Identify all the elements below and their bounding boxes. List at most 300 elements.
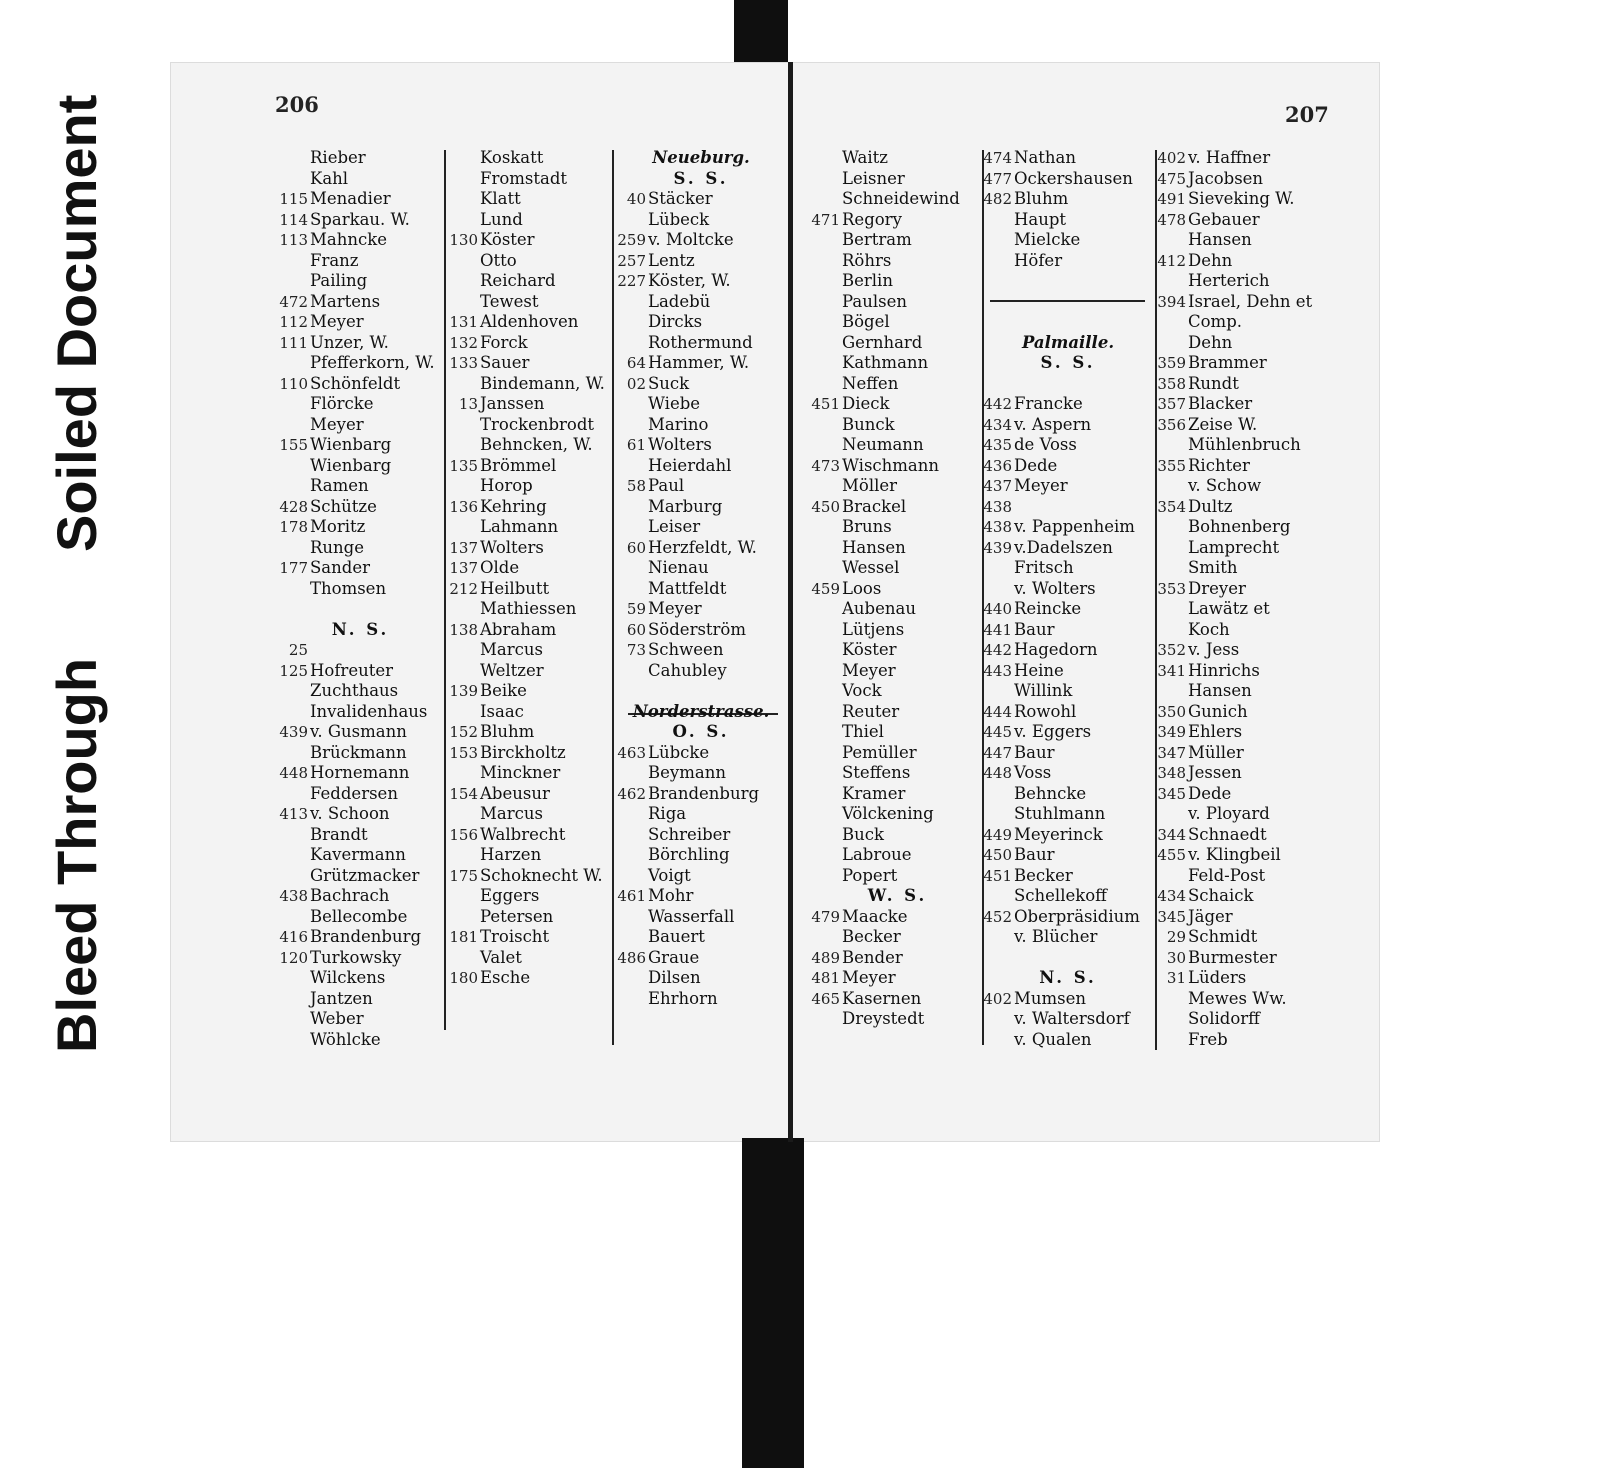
directory-entry xyxy=(982,538,1154,559)
directory-entry xyxy=(982,784,1154,805)
house-number: 357 xyxy=(1157,395,1186,413)
resident-name: Meyer xyxy=(1014,476,1068,495)
directory-entry xyxy=(616,353,786,374)
directory-entry xyxy=(810,927,985,948)
resident-name: Menadier xyxy=(310,189,391,208)
directory-entry xyxy=(1156,989,1376,1010)
directory-entry xyxy=(278,517,443,538)
directory-entry xyxy=(1156,640,1376,661)
resident-name: Leiser xyxy=(648,517,701,536)
house-number: 111 xyxy=(279,333,308,352)
resident-name: Bluhm xyxy=(480,722,535,741)
directory-entry xyxy=(616,763,786,784)
resident-name: Fromstadt xyxy=(480,168,568,188)
resident-name: Mathiessen xyxy=(480,599,577,618)
directory-entry xyxy=(810,825,985,846)
house-number: 113 xyxy=(279,231,308,249)
directory-entry xyxy=(278,558,443,579)
directory-entry xyxy=(810,415,985,436)
resident-name: Herzfeldt, W. xyxy=(648,537,757,557)
page-number-left: 206 xyxy=(275,92,319,117)
directory-entry xyxy=(1156,722,1376,743)
house-number: 352 xyxy=(1157,641,1186,659)
resident-name: Abraham xyxy=(480,619,557,639)
directory-entry xyxy=(810,866,985,887)
resident-name: Wilckens xyxy=(310,968,386,987)
resident-name: Marino xyxy=(648,414,709,434)
resident-name: Schaick xyxy=(1188,886,1254,905)
directory-entry xyxy=(1156,517,1376,538)
resident-name: Ladebü xyxy=(648,291,711,311)
house-number: 137 xyxy=(449,559,478,577)
directory-entry xyxy=(616,968,786,989)
resident-name: Baur xyxy=(1014,742,1055,762)
directory-entry xyxy=(616,948,786,969)
side-heading: S. S. xyxy=(1040,353,1096,372)
directory-entry xyxy=(278,989,443,1010)
resident-name: Köster, W. xyxy=(648,271,731,290)
directory-entry xyxy=(810,189,985,210)
house-number: 40 xyxy=(626,190,646,208)
house-number: 175 xyxy=(449,866,478,885)
resident-name: Köster xyxy=(480,230,535,249)
house-number: 112 xyxy=(279,313,308,331)
directory-entry xyxy=(278,271,443,292)
directory-entry xyxy=(448,579,613,600)
resident-name: Voigt xyxy=(648,865,691,885)
directory-entry xyxy=(616,640,786,661)
directory-entry xyxy=(278,927,443,948)
directory-entry xyxy=(278,538,443,559)
resident-name: Söderström xyxy=(648,619,747,639)
house-number: 130 xyxy=(449,231,478,249)
directory-entry xyxy=(1156,886,1376,907)
resident-name: Hofreuter xyxy=(310,660,393,680)
directory-entry xyxy=(278,825,443,846)
resident-name: Meyerinck xyxy=(1014,824,1103,844)
directory-entry xyxy=(448,845,613,866)
resident-name: Schneidewind xyxy=(842,189,960,208)
directory-entry xyxy=(982,989,1154,1010)
resident-name: Mumsen xyxy=(1014,988,1087,1008)
directory-entry xyxy=(810,907,985,928)
directory-entry xyxy=(1156,743,1376,764)
house-number: 428 xyxy=(279,497,308,516)
directory-entry xyxy=(982,579,1154,600)
house-number: 440 xyxy=(983,600,1012,618)
resident-name: Valet xyxy=(480,947,522,967)
resident-name: Wolters xyxy=(480,537,544,557)
resident-name: Lawätz et xyxy=(1188,599,1270,618)
directory-entry xyxy=(278,948,443,969)
house-number: 439 xyxy=(279,723,308,741)
directory-entry xyxy=(1156,661,1376,682)
resident-name: Lübcke xyxy=(648,742,710,762)
house-number: 412 xyxy=(1157,251,1186,270)
house-number: 474 xyxy=(983,149,1012,167)
resident-name: Dehn xyxy=(1188,332,1233,352)
house-number: 448 xyxy=(983,764,1012,782)
directory-entry xyxy=(616,394,786,415)
directory-entry xyxy=(278,599,443,620)
directory-entry xyxy=(448,866,613,887)
directory-entry xyxy=(1156,476,1376,497)
resident-name: Mühlenbruch xyxy=(1188,435,1301,454)
resident-name: Beike xyxy=(480,681,527,700)
directory-entry xyxy=(278,784,443,805)
directory-entry xyxy=(1156,374,1376,395)
house-number: 491 xyxy=(1157,190,1186,208)
house-number: 479 xyxy=(811,907,840,926)
resident-name: Buck xyxy=(842,824,884,844)
directory-entry xyxy=(1156,394,1376,415)
resident-name: Marburg xyxy=(648,496,723,516)
resident-name: Wöhlcke xyxy=(310,1029,381,1049)
directory-entry xyxy=(448,189,613,210)
house-number: 452 xyxy=(983,907,1012,926)
book-spine xyxy=(788,62,793,1142)
resident-name: Solidorff xyxy=(1188,1009,1260,1028)
directory-entry xyxy=(810,702,985,723)
directory-entry xyxy=(278,866,443,887)
directory-entry xyxy=(810,722,985,743)
house-number: 455 xyxy=(1157,846,1186,864)
directory-entry xyxy=(982,866,1154,887)
side-heading: N. S. xyxy=(331,619,390,639)
house-number: 413 xyxy=(279,805,308,823)
house-number: 178 xyxy=(279,518,308,536)
house-number: 345 xyxy=(1157,907,1186,926)
resident-name: Jacobsen xyxy=(1188,168,1264,188)
house-number: 489 xyxy=(811,948,840,967)
house-number: 451 xyxy=(811,395,840,413)
resident-name: Leisner xyxy=(842,168,905,188)
directory-entry xyxy=(616,251,786,272)
resident-name: v. Aspern xyxy=(1014,414,1092,434)
resident-name: Bohnenberg xyxy=(1188,517,1291,536)
directory-entry xyxy=(448,230,613,251)
resident-name: Höfer xyxy=(1014,250,1063,270)
house-number: 451 xyxy=(983,866,1012,885)
directory-entry xyxy=(810,148,985,169)
resident-name: Trockenbrodt xyxy=(480,414,595,434)
directory-entry xyxy=(1156,579,1376,600)
directory-entry xyxy=(448,620,613,641)
directory-entry xyxy=(1156,312,1376,333)
house-number: 402 xyxy=(1157,149,1186,167)
directory-entry xyxy=(616,886,786,907)
directory-entry xyxy=(1156,825,1376,846)
resident-name: v. Pappenheim xyxy=(1014,517,1135,536)
resident-name: Hinrichs xyxy=(1188,660,1260,680)
resident-name: Kavermann xyxy=(310,845,406,864)
resident-name: v. Moltcke xyxy=(648,230,734,249)
directory-entry xyxy=(448,148,613,169)
resident-name: Petersen xyxy=(480,906,554,926)
house-number: 486 xyxy=(617,948,646,967)
house-number: 345 xyxy=(1157,784,1186,803)
resident-name: Mielcke xyxy=(1014,230,1081,249)
directory-entry xyxy=(278,497,443,518)
directory-entry xyxy=(616,312,786,333)
resident-name: Meyer xyxy=(310,414,364,434)
resident-name: v. Schow xyxy=(1188,476,1262,495)
resident-name: Köster xyxy=(842,640,897,659)
directory-entry xyxy=(810,579,985,600)
directory-entry xyxy=(616,681,786,702)
directory-entry xyxy=(982,640,1154,661)
directory-entry xyxy=(1156,845,1376,866)
directory-entry xyxy=(448,169,613,190)
directory-entry xyxy=(278,743,443,764)
resident-name: Meyer xyxy=(648,599,702,618)
house-number: 465 xyxy=(811,989,840,1008)
directory-entry xyxy=(278,415,443,436)
house-number: 438 xyxy=(983,518,1012,536)
resident-name: Marcus xyxy=(480,804,543,823)
directory-entry xyxy=(616,189,786,210)
directory-entry xyxy=(448,784,613,805)
directory-entry xyxy=(810,558,985,579)
resident-name: Thiel xyxy=(842,722,884,741)
house-number: 350 xyxy=(1157,702,1186,721)
resident-name: Riga xyxy=(648,804,687,823)
house-number: 73 xyxy=(626,641,646,659)
resident-name: Invalidenhaus xyxy=(310,701,428,721)
directory-entry xyxy=(278,579,443,600)
resident-name: Pemüller xyxy=(842,742,917,762)
directory-entry xyxy=(982,558,1154,579)
house-number: 459 xyxy=(811,579,840,598)
directory-entry xyxy=(810,517,985,538)
resident-name: Haupt xyxy=(1014,209,1067,229)
directory-entry xyxy=(278,312,443,333)
directory-entry xyxy=(810,271,985,292)
house-number: 114 xyxy=(279,210,308,229)
directory-entry xyxy=(448,517,613,538)
resident-name: Hammer, W. xyxy=(648,353,750,372)
directory-column-1 xyxy=(278,148,443,1050)
directory-entry xyxy=(616,333,786,354)
directory-entry xyxy=(810,312,985,333)
resident-name: v. Gusmann xyxy=(310,722,407,741)
directory-entry xyxy=(448,927,613,948)
directory-entry xyxy=(1156,210,1376,231)
directory-entry xyxy=(982,702,1154,723)
house-number: 434 xyxy=(1157,887,1186,905)
resident-name: Mohr xyxy=(648,886,694,905)
directory-entry xyxy=(1156,456,1376,477)
house-number: 439 xyxy=(983,538,1012,557)
resident-name: Tewest xyxy=(480,291,539,311)
directory-entry xyxy=(810,456,985,477)
house-number: 125 xyxy=(279,661,308,680)
house-number: 344 xyxy=(1157,825,1186,844)
directory-entry xyxy=(616,661,786,682)
directory-entry xyxy=(278,886,443,907)
house-number: 349 xyxy=(1157,723,1186,741)
resident-name: Willink xyxy=(1014,681,1073,700)
street-heading: Neueburg. xyxy=(652,148,750,167)
directory-entry xyxy=(982,825,1154,846)
resident-name: Mewes Ww. xyxy=(1188,988,1287,1008)
directory-entry xyxy=(810,968,985,989)
house-number: 477 xyxy=(983,169,1012,188)
house-number: 64 xyxy=(626,354,646,372)
resident-name: Freb xyxy=(1188,1029,1228,1049)
directory-entry xyxy=(616,476,786,497)
directory-entry xyxy=(810,681,985,702)
directory-entry xyxy=(448,271,613,292)
resident-name: Lund xyxy=(480,209,523,229)
resident-name: Feld-Post xyxy=(1188,865,1266,885)
resident-name: Kehring xyxy=(480,496,547,516)
resident-name: Isaac xyxy=(480,701,524,721)
resident-name: Moritz xyxy=(310,517,366,536)
house-number: 13 xyxy=(458,395,478,413)
directory-entry xyxy=(278,907,443,928)
resident-name: Abeusur xyxy=(480,783,550,803)
directory-entry xyxy=(1156,804,1376,825)
side-heading: W. S. xyxy=(867,886,928,905)
directory-entry xyxy=(1156,353,1376,374)
house-number: 473 xyxy=(811,456,840,475)
directory-entry xyxy=(278,435,443,456)
house-number: 481 xyxy=(811,969,840,987)
directory-column-5 xyxy=(982,148,1154,1050)
house-number: 131 xyxy=(449,313,478,331)
resident-name: Meyer xyxy=(842,660,896,680)
directory-entry xyxy=(982,497,1154,518)
directory-entry xyxy=(616,292,786,313)
resident-name: v. Blücher xyxy=(1014,927,1098,946)
resident-name: Dreystedt xyxy=(842,1009,925,1028)
house-number: 132 xyxy=(449,333,478,352)
resident-name: Israel, Dehn et xyxy=(1188,291,1313,311)
resident-name: v. Eggers xyxy=(1014,722,1092,741)
resident-name: Aubenau xyxy=(842,599,916,618)
resident-name: Voss xyxy=(1014,763,1052,782)
resident-name: Schoknecht W. xyxy=(480,865,603,885)
directory-entry xyxy=(982,251,1154,272)
resident-name: Ockershausen xyxy=(1014,168,1133,188)
directory-entry xyxy=(278,374,443,395)
directory-entry xyxy=(278,804,443,825)
house-number: 436 xyxy=(983,456,1012,475)
directory-entry xyxy=(616,989,786,1010)
resident-name: Otto xyxy=(480,250,517,270)
directory-entry xyxy=(810,640,985,661)
house-number: 136 xyxy=(449,497,478,516)
directory-entry xyxy=(278,476,443,497)
house-number: 463 xyxy=(617,743,646,762)
resident-name: Regory xyxy=(842,209,902,229)
directory-entry xyxy=(810,784,985,805)
directory-entry xyxy=(1156,763,1376,784)
resident-name: Baur xyxy=(1014,619,1055,639)
house-number: 177 xyxy=(279,559,308,577)
directory-entry xyxy=(1156,271,1376,292)
house-number: 138 xyxy=(449,620,478,639)
directory-entry xyxy=(982,517,1154,538)
resident-name: v. Qualen xyxy=(1014,1029,1092,1049)
directory-entry xyxy=(448,374,613,395)
side-heading: N. S. xyxy=(1039,968,1097,987)
directory-entry xyxy=(1156,497,1376,518)
house-number: 478 xyxy=(1157,210,1186,229)
resident-name: Martens xyxy=(310,291,381,311)
house-number: 356 xyxy=(1157,415,1186,434)
directory-entry xyxy=(810,743,985,764)
resident-name: Brandenburg xyxy=(310,927,422,946)
directory-entry xyxy=(278,763,443,784)
house-number: 115 xyxy=(279,190,308,208)
directory-entry xyxy=(448,415,613,436)
resident-name: Brückmann xyxy=(310,742,407,762)
resident-name: Baur xyxy=(1014,845,1055,864)
directory-entry xyxy=(1156,681,1376,702)
directory-entry xyxy=(1156,169,1376,190)
directory-entry xyxy=(448,476,613,497)
directory-entry xyxy=(448,743,613,764)
directory-entry xyxy=(1156,435,1376,456)
directory-entry xyxy=(982,435,1154,456)
resident-name: Möller xyxy=(842,476,898,495)
directory-entry xyxy=(616,743,786,764)
house-number: 155 xyxy=(279,436,308,454)
resident-name: Weber xyxy=(310,1009,364,1028)
directory-entry xyxy=(616,517,786,538)
directory-entry xyxy=(448,968,613,989)
house-number: 438 xyxy=(279,887,308,905)
resident-name: Bögel xyxy=(842,312,890,331)
resident-name: Schellekoff xyxy=(1014,886,1107,905)
directory-entry xyxy=(278,353,443,374)
resident-name: Pfefferkorn, W. xyxy=(310,353,435,372)
house-number: 475 xyxy=(1157,169,1186,188)
directory-entry xyxy=(810,476,985,497)
directory-entry xyxy=(1156,702,1376,723)
directory-entry xyxy=(448,292,613,313)
resident-name: Dehn xyxy=(1188,250,1233,270)
resident-name: Bachrach xyxy=(310,886,390,905)
directory-entry xyxy=(616,374,786,395)
house-number: 444 xyxy=(983,702,1012,721)
resident-name: Sparkau. W. xyxy=(310,209,410,229)
directory-entry xyxy=(1156,558,1376,579)
house-number: 133 xyxy=(449,354,478,372)
resident-name: Rieber xyxy=(310,148,366,167)
directory-entry xyxy=(616,558,786,579)
house-number: 355 xyxy=(1157,456,1186,475)
resident-name: Bertram xyxy=(842,230,912,249)
street-heading: Palmaille. xyxy=(1021,332,1115,352)
resident-name: v. Klingbeil xyxy=(1188,845,1281,864)
resident-name: Fritsch xyxy=(1014,558,1074,577)
house-number: 139 xyxy=(449,682,478,700)
resident-name: Dircks xyxy=(648,312,703,331)
resident-name: Zuchthaus xyxy=(310,681,399,700)
resident-name: v. Haffner xyxy=(1188,148,1271,167)
house-number: 354 xyxy=(1157,497,1186,516)
resident-name: Schnaedt xyxy=(1188,824,1267,844)
directory-entry xyxy=(448,435,613,456)
resident-name: Paul xyxy=(648,476,685,495)
resident-name: Brackel xyxy=(842,496,907,516)
directory-entry xyxy=(982,927,1154,948)
directory-entry xyxy=(1156,1030,1376,1051)
house-number: 25 xyxy=(288,641,308,659)
